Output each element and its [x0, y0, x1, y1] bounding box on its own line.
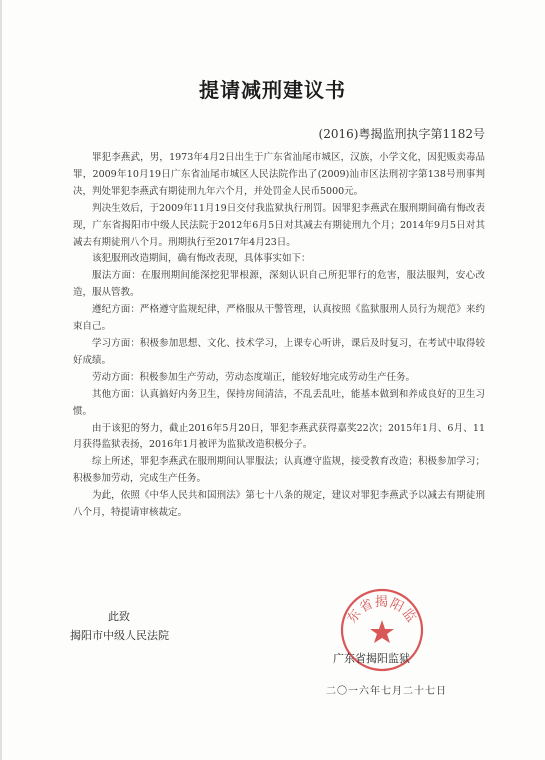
- paragraph-obedience: 服法方面：在服刑期间能深挖犯罪根源，深刻认识自己所犯罪行的危害，服法服判，安心改造，服从管教。: [73, 270, 485, 299]
- paragraph-study: 学习方面：积极参加思想、文化、技术学习，上课专心听讲，课后及时复习，在考试中取得较好成绩。: [73, 337, 485, 366]
- signature-date: 二〇一六年七月二十七日: [326, 686, 447, 697]
- paragraph-other: 其他方面：认真搞好内务卫生，保持房间清洁，不乱丢乱吐，能基本做到和养成良好的卫生习惯。: [73, 388, 485, 417]
- paragraph-summary: 综上所述，罪犯李燕武在服刑期间认罪服法；认真遵守监规，接受教育改造；积极参加学习；积极参加劳动，完成生产任务。: [73, 456, 485, 485]
- closing-block: [70, 607, 169, 645]
- paragraph-criminal-info: 罪犯李燕武，男，1973年4月2日出生于广东省汕尾市城区，汉族，小学文化，因犯贩卖毒品罪，2009年10月19日广东省汕尾市城区人民法院作出了(2009)汕市区法刑初字第138号刑事判决，判处罪犯李燕武有期徒刑九年六个月，并处罚金人民币5000元。: [73, 152, 485, 197]
- paragraph-intro-facts: 该犯服刑改造期间，确有悔改表现，具体事实如下：: [92, 253, 311, 265]
- closing-recipient: 揭阳市中级人民法院: [70, 629, 169, 642]
- paragraph-sentence-history: 判决生效后，于2009年11月19日交付我监狱执行刑罚。因罪犯李燕武在服刑期间确有悔改表现，广东省揭阳市中级人民法院于2012年6月5日对其减去有期徒刑九个月；2014年9月5日对其减去有期徒刑八个月。刑期执行至2017年4月23日。: [73, 202, 485, 248]
- document-title: 提请减刑建议书: [199, 78, 346, 102]
- paragraph-labor: 劳动方面：积极参加生产劳动，劳动态度端正，能较好地完成劳动生产任务。: [92, 371, 416, 383]
- document-number: (2016)粤揭监刑执字第1182号: [318, 127, 485, 141]
- document-body: [73, 150, 485, 522]
- page-edge: [0, 0, 2, 760]
- closing-greeting: 此致: [108, 610, 130, 623]
- paragraph-recommendation: 为此，依照《中华人民共和国刑法》第七十八条的规定，建议对罪犯李燕武予以减去有期徒刑八个月，特提请审核裁定。: [73, 490, 485, 519]
- paragraph-awards: 由于该犯的努力，截止2016年5月20日，罪犯李燕武获得嘉奖22次；2015年1月、6月、11月获得监狱表扬，2016年1月被评为监狱改造积极分子。: [73, 422, 485, 451]
- paragraph-discipline: 遵纪方面：严格遵守监规纪律，严格服从干警管理，认真按照《监狱服刑人员行为规范》来约束自己。: [73, 304, 485, 333]
- signature-org: 广东省揭阳监狱: [333, 652, 410, 665]
- seal-text: 东省揭阳监: [344, 595, 420, 627]
